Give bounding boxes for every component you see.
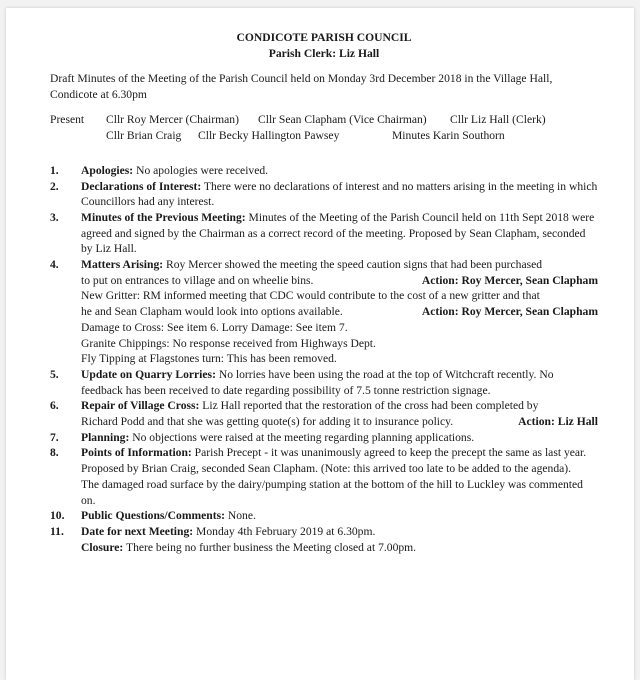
document-page	[6, 8, 634, 680]
agenda-item-planning: 7. Planning: No objections were raised at the meeting regarding planning applications.	[50, 430, 475, 444]
agenda-item-quarry-lorries: 5. Update on Quarry Lorries: No lorries have been using the road at the top of Witchcraft recently. No feedback has been received to date regarding possibility of 7.5 tonne restriction signage.	[50, 367, 554, 397]
item-heading: Minutes of the Previous Meeting:	[81, 210, 246, 224]
action-owner: Action: Roy Mercer, Sean Clapham	[421, 273, 598, 287]
present-section	[50, 112, 598, 144]
fly-tipping-note: Fly Tipping at Flagstones turn: This has been removed.	[81, 352, 337, 366]
agenda-item-public-questions: 10. Public Questions/Comments: None.	[50, 509, 256, 523]
closure-heading: Closure:	[81, 540, 124, 554]
item-text: No apologies were received.	[133, 163, 269, 177]
attendee: Cllr Sean Clapham (Vice Chairman)	[258, 112, 427, 126]
item-text: Monday 4th February 2019 at 6.30pm.	[193, 524, 376, 538]
item-text: There were no declarations of interest and no matters arising in the meeting in which Councillors had any interest.	[81, 179, 598, 209]
item-text: Roy Mercer showed the meeting the speed caution signs that had been purchased	[163, 258, 543, 272]
item-heading: Points of Information:	[81, 446, 192, 460]
closure-text: There being no further business the Meeting closed at 7.00pm.	[123, 540, 417, 554]
granite-note: Granite Chippings: No response received from Highways Dept.	[81, 336, 376, 350]
attendee: Cllr Becky Hallington Pawsey	[198, 128, 340, 142]
attendee: Cllr Brian Craig	[106, 128, 182, 142]
item-heading: Public Questions/Comments:	[81, 509, 225, 523]
closure-line	[50, 540, 598, 556]
action-row: to put on entrances to village and on wheelie bins. Action: Roy Mercer, Sean Clapham	[81, 273, 598, 287]
item-text: Parish Precept - it was unanimously agreed to keep the precept the same as last year. Proposed by Brian Craig, seconded Sean Clapham. (Note: this arrived too late to be added to the agenda).	[81, 446, 587, 476]
gritter-text: New Gritter: RM informed meeting that CDC would contribute to the cost of a new gritter and that	[81, 289, 540, 303]
item-heading: Declarations of Interest:	[81, 179, 202, 193]
damage-note: Damage to Cross: See item 6. Lorry Damage: See item 7.	[81, 320, 348, 334]
item-heading: Apologies:	[81, 163, 134, 177]
action-row: he and Sean Clapham would look into options available. Action: Roy Mercer, Sean Clapham	[81, 305, 598, 319]
agenda-item-declarations: 2. Declarations of Interest: There were no declarations of interest and no matters arising in the meeting in which Councillors had any interest.	[50, 179, 598, 209]
council-title: CONDICOTE PARISH COUNCIL	[236, 31, 412, 44]
item-text: Minutes of the Meeting of the Parish Council held on 11th Sept 2018 were agreed and signed by the Chairman as a correct record of the meeting. Proposed by Sean Clapham, seconded by Liz Hall.	[81, 210, 595, 256]
item-text: No objections were raised at the meeting regarding planning applications.	[129, 430, 475, 444]
action-owner: Action: Roy Mercer, Sean Clapham	[421, 305, 598, 319]
agenda-item-matters-arising: 4. Matters Arising: Roy Mercer showed the meeting the speed caution signs that had been purchased to put on entrances to village and on wheelie bins. Action: Roy Mercer, Sean Clapham New Gritter: RM informed meeting that CDC would contribute to the cost of a new gritter and that he and Sean Clapham would look into options available. Action: Roy Mercer, Sean Clapham Damage to Cross: See item 6. Lorry Damage: See item 7. Granite Chippings: No response received from Highways Dept. Fly Tipping at Flagstones turn: This has been removed.	[50, 258, 598, 366]
agenda-item-points-of-information: 8. Points of Information: Parish Precept - it was unanimously agreed to keep the precept the same as last year. Proposed by Brian Craig, seconded Sean Clapham. (Note: this arrived too late to be added to the agenda). The damaged road surface by the dairy/pumping station at the bottom of the hill to Luckley was commented on.	[50, 445, 598, 508]
minutes-body	[50, 30, 598, 555]
item-text: No lorries have been using the road at the top of Witchcraft recently. No feedback has been received to date regarding possibility of 7.5 tonne restriction signage.	[81, 367, 554, 397]
agenda-item-village-cross: 6. Repair of Village Cross: Liz Hall reported that the restoration of the cross had been completed by Richard Podd and that she was getting quote(s) for adding it to insurance policy. Action: Liz Hall	[50, 399, 598, 429]
action-row: Richard Podd and that she was getting quote(s) for adding it to insurance policy. Action: Liz Hall	[81, 415, 598, 429]
agenda-item-apologies: 1. Apologies: No apologies were received.	[50, 163, 269, 177]
present-label: Present	[50, 112, 85, 126]
item-heading: Planning:	[81, 430, 130, 444]
item-heading: Repair of Village Cross:	[81, 399, 200, 413]
action-owner: Action: Liz Hall	[518, 415, 598, 429]
agenda-items	[50, 163, 598, 540]
attendee: Cllr Liz Hall (Clerk)	[450, 112, 546, 126]
item-text: Liz Hall reported that the restoration of the cross had been completed by	[199, 399, 539, 413]
item-heading: Date for next Meeting:	[81, 524, 194, 538]
agenda-item-next-meeting: 11. Date for next Meeting: Monday 4th February 2019 at 6.30pm.	[50, 524, 376, 538]
item-heading: Update on Quarry Lorries:	[81, 367, 216, 381]
attendee: Cllr Roy Mercer (Chairman)	[106, 112, 239, 126]
road-surface-note: The damaged road surface by the dairy/pumping station at the bottom of the hill to Luckley was commented on.	[81, 477, 583, 507]
intro-paragraph: Draft Minutes of the Meeting of the Parish Council held on Monday 3rd December 2018 in the Village Hall, Condicote at 6.30pm	[50, 72, 553, 102]
minutes-taker: Minutes Karin Southorn	[392, 128, 505, 142]
item-heading: Matters Arising:	[81, 258, 164, 272]
item-text: None.	[224, 509, 256, 523]
agenda-item-previous-minutes: 3. Minutes of the Previous Meeting: Minutes of the Meeting of the Parish Council held on 11th Sept 2018 were agreed and signed by the Chairman as a correct record of the meeting. Proposed by Sean Clapham, seconded by Liz Hall.	[50, 210, 595, 256]
clerk-line: Parish Clerk: Liz Hall	[268, 46, 380, 60]
